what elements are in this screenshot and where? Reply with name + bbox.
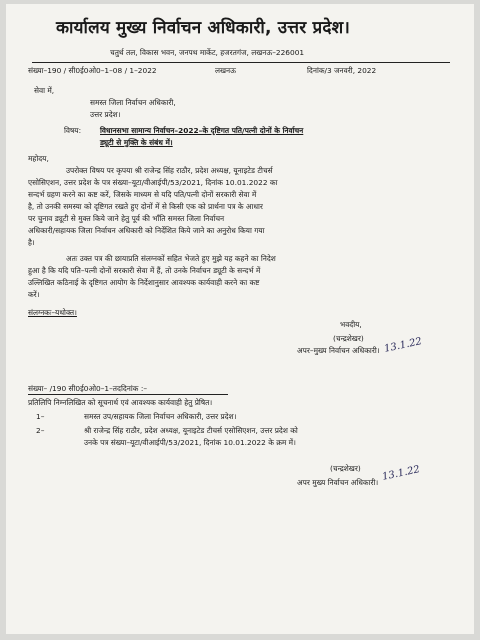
- letter-page: [6, 4, 474, 634]
- copy-item-text: श्री राजेन्द्र सिंह राठौर, प्रदेश अध्यक्ष, यूनाइटेड टीचर्स एसोसिएशन, उत्तर प्रदेश को: [84, 426, 298, 435]
- office-address: चतुर्थ तल, विकास भवन, जनपथ मार्केट, हजरतगंज, लखनऊ–226001: [110, 48, 305, 57]
- para2-line: अतः उक्त पत्र की छायाप्रति संलग्नकों सहित भेजते हुए मुझे यह कहने का निदेश: [66, 254, 276, 263]
- para2-line: उल्लिखित कठिनाई के दृष्टिगत आयोग के निर्देशानुसार आवश्यक कार्यवाही करने का कष्ट: [28, 278, 260, 287]
- recipient-state: उत्तर प्रदेश।: [90, 110, 121, 119]
- signature-mark: 13.1.22: [383, 336, 423, 355]
- signatory-name: (चन्द्रशेखर): [330, 464, 361, 473]
- copy-reference: संख्या– /190 सी0ई0ओ0–1–तददिनांक :–: [28, 384, 148, 393]
- yours-faithfully: भवदीय,: [340, 320, 362, 329]
- signatory-designation: अपर–मुख्य निर्वाचन अधिकारी।: [297, 346, 380, 355]
- subject-line-2: ड्यूटी से मुक्ति के संबंध में।: [100, 138, 173, 147]
- signatory-name: (चन्द्रशेखर): [333, 334, 364, 343]
- signatory-designation: अपर मुख्य निर्वाचन अधिकारी।: [297, 478, 379, 487]
- para1-line: है।: [28, 238, 35, 247]
- para1-line: अधिकारी/सहायक जिला निर्वाचन अधिकारी को निर्देशित किये जाने का अनुरोध किया गया: [28, 226, 265, 235]
- office-title: कार्यालय मुख्य निर्वाचन अधिकारी, उत्तर प्रदेश।: [56, 18, 351, 38]
- signature-mark: 13.1.22: [381, 464, 421, 483]
- para2-line: हुआ है कि यदि पति–पत्नी दोनों सरकारी सेवा में हैं, तो उनके निर्वाचन ड्यूटी के सन्दर्भ में: [28, 266, 261, 275]
- para1-line: पर चुनाव ड्यूटी से मुक्त किये जाने हेतु पूर्व की भाँति समस्त जिला निर्वाचन: [28, 214, 225, 223]
- copy-item-number: 2–: [36, 426, 45, 435]
- copy-intro: प्रतिलिपि निम्नलिखित को सूचनार्थ एवं आवश्यक कार्यवाही हेतु प्रेषित।: [28, 398, 213, 407]
- para1-line: उपरोक्त विषय पर कृपया श्री राजेन्द्र सिंह राठौर, प्रदेश अध्यक्ष, यूनाइटेड टीचर्स: [66, 166, 273, 175]
- para1-line: है, तो उनकी समस्या को दृष्टिगत रखते हुए दोनों में से किसी एक को प्रार्थना पत्र के आधार: [28, 202, 263, 211]
- header-rule: [32, 62, 450, 63]
- address-opening: सेवा में,: [34, 86, 55, 95]
- para2-line: करें।: [28, 290, 40, 299]
- reference-place: लखनऊ: [215, 66, 236, 75]
- reference-date: दिनांक/3 जनवरी, 2022: [307, 66, 377, 75]
- copy-item-text: समस्त उप/सहायक जिला निर्वाचन अधिकारी, उत्तर प्रदेश।: [84, 412, 237, 421]
- copy-rule: [28, 394, 228, 395]
- para1-line: एसोसिएशन, उत्तर प्रदेश के पत्र संख्या–यूटा/वीआईपी/53/2021, दिनांक 10.01.2022 का: [28, 178, 278, 187]
- recipient-line: समस्त जिला निर्वाचन अधिकारी,: [90, 98, 176, 107]
- copy-item-number: 1–: [36, 412, 45, 421]
- para1-line: सन्दर्भ ग्रहण करने का कष्ट करें, जिसके माध्यम से यदि पति/पत्नी दोनों सरकारी सेवा में: [28, 190, 257, 199]
- reference-number: संख्या–190 / सी0ई0ओ0–1–08 / 1–2022: [28, 66, 157, 75]
- enclosure-note: संलग्नकः–यथोक्त।: [28, 308, 77, 317]
- subject-line-1: विधानसभा सामान्य निर्वाचन–2022–के दृष्टिगत पति/पत्नी दोनों के निर्वाचन: [100, 126, 304, 135]
- greeting: महोदय,: [28, 154, 49, 163]
- subject-label: विषय:: [64, 126, 82, 135]
- copy-item-text: उनके पत्र संख्या–यूटा/वीआईपी/53/2021, दिनांक 10.01.2022 के क्रम में।: [84, 438, 296, 447]
